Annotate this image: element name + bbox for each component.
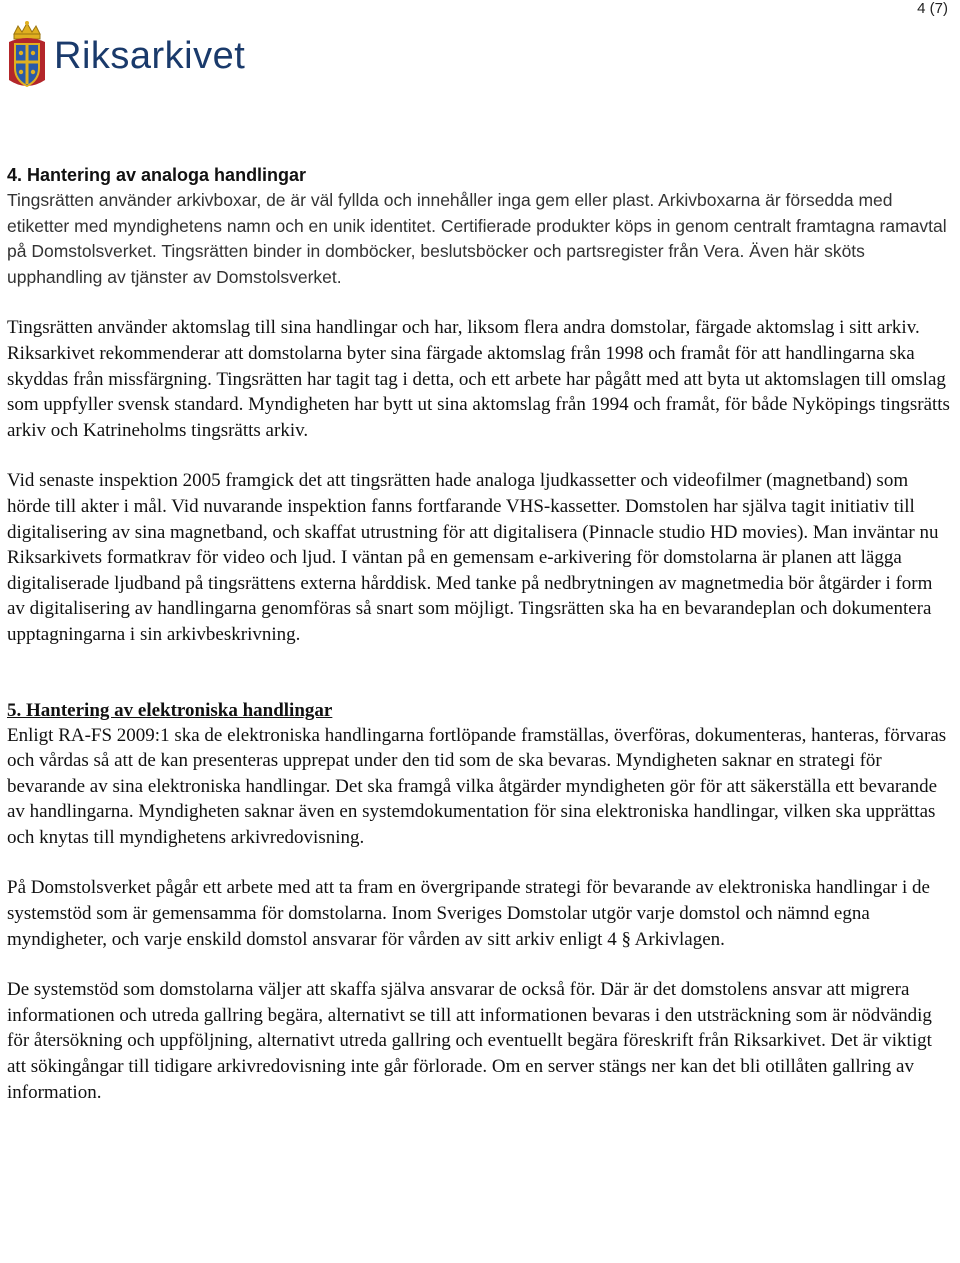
paragraph: Tingsrätten använder aktomslag till sina handlingar och har, liksom flera andra domstolar, färgade aktomslag i sitt arkiv. Riksarkivet rekommenderar att domstolarna byter sina färgade aktomslag från 1998 och framåt för att handlingarna ska skyddas från missfärgning. Tingsrätten har tagit tag i detta, och ett arbete har pågått med att byta ut aktomslagen till omslag som uppfyller svensk standard. Myndigheten har bytt ut sina aktomslag från 1994 och framåt, för både Nyköpings tingsrätts arkiv och Katrineholms tingsrätts arkiv. [7, 317, 950, 441]
paragraph: Vid senaste inspektion 2005 framgick det att tingsrätten hade analoga ljudkassetter och videofilmer (magnetband) som hörde till akter i mål. Vid nuvarande inspektion fanns fortfarande VHS-kassetter. Domstolen har själva tagit initiativ till digitalisering av sina magnetband, och skaffat utrustning för att digitalisera (Pinnacle studio HD movies). Man inväntar nu Riksarkivets formatkrav för video och ljud. I väntan på en gemensam e-arkivering för domstolarna är planen att lägga digitaliserade ljudband på tingsrättens externa hårddisk. Med tanke på nedbrytningen av magnetmedia bör åtgärder i form av digitalisering av handlingarna genomföras så snart som möjligt. Tingsrätten ska ha en bevarandeplan och dokumentera upptagningarna i sin arkivbeskrivning. [7, 470, 939, 645]
paragraph: På Domstolsverket pågår ett arbete med att ta fram en övergripande strategi för bevarande av elektroniska handlingar i de systemstöd som är gemensamma för domstolarna. Inom Sveriges Domstolar utgör varje domstol och nämnd egna myndigheter, och varje enskild domstol ansvarar för vården av sitt arkiv enligt 4 § Arkivlagen. [7, 877, 930, 950]
paragraph: De systemstöd som domstolarna väljer att skaffa själva ansvarar de också för. Där är det domstolens ansvar att migrera informationen och utreda gallring begära, alternativt se till att informationen bevaras i den utsträckning som är nödvändig för återsökning och uppföljning, alternativt utreda gallring och eventuellt begära föreskrift från Riksarkivet. Det är viktigt att sökingångar till tidigare arkivredovisning inte går förlorade. Om en server stängs ner kan det bli otillåten gallring av information. [7, 979, 932, 1103]
logo-wordmark: Riksarkivet [54, 34, 246, 77]
section-5-heading: 5. Hantering av elektroniska handlingar [7, 699, 333, 721]
paragraph: Tingsrätten använder arkivboxar, de är väl fyllda och innehåller inga gem eller plast. Arkivboxarna är försedda med etiketter med myndighetens namn och en unik identitet. Certifierade produkter köps in genom centralt framtagna ramavtal på Domstolsverket. Tingsrätten binder in domböcker, beslutsböcker och partsregister från Vera. Även här sköts upphandling av tjänster av Domstolsverket. [7, 190, 947, 287]
riksarkivet-logo [6, 20, 245, 92]
coat-of-arms-icon [6, 20, 48, 92]
section-5 [7, 698, 955, 1106]
paragraph: Enligt RA-FS 2009:1 ska de elektroniska handlingarna fortlöpande framställas, överföras, dokumenteras, hanteras, förvaras och vårdas så att de kan presenteras upprepat under den tid som de ska bevaras. Myndigheten saknar en strategi för bevarande av sina elektroniska handlingar. Det ska framgå vilka åtgärder myndigheten gör för att säkerställa ett bevarande av handlingarna. Myndigheten saknar även en systemdokumentation för sina elektroniska handlingar, vilken ska upprättas och knytas till myndighetens arkivredovisning. [7, 724, 947, 848]
section-4 [7, 163, 955, 648]
section-4-heading: 4. Hantering av analoga handlingar [7, 165, 307, 185]
document-body [7, 163, 955, 1105]
page-number: 4 (7) [917, 0, 948, 17]
